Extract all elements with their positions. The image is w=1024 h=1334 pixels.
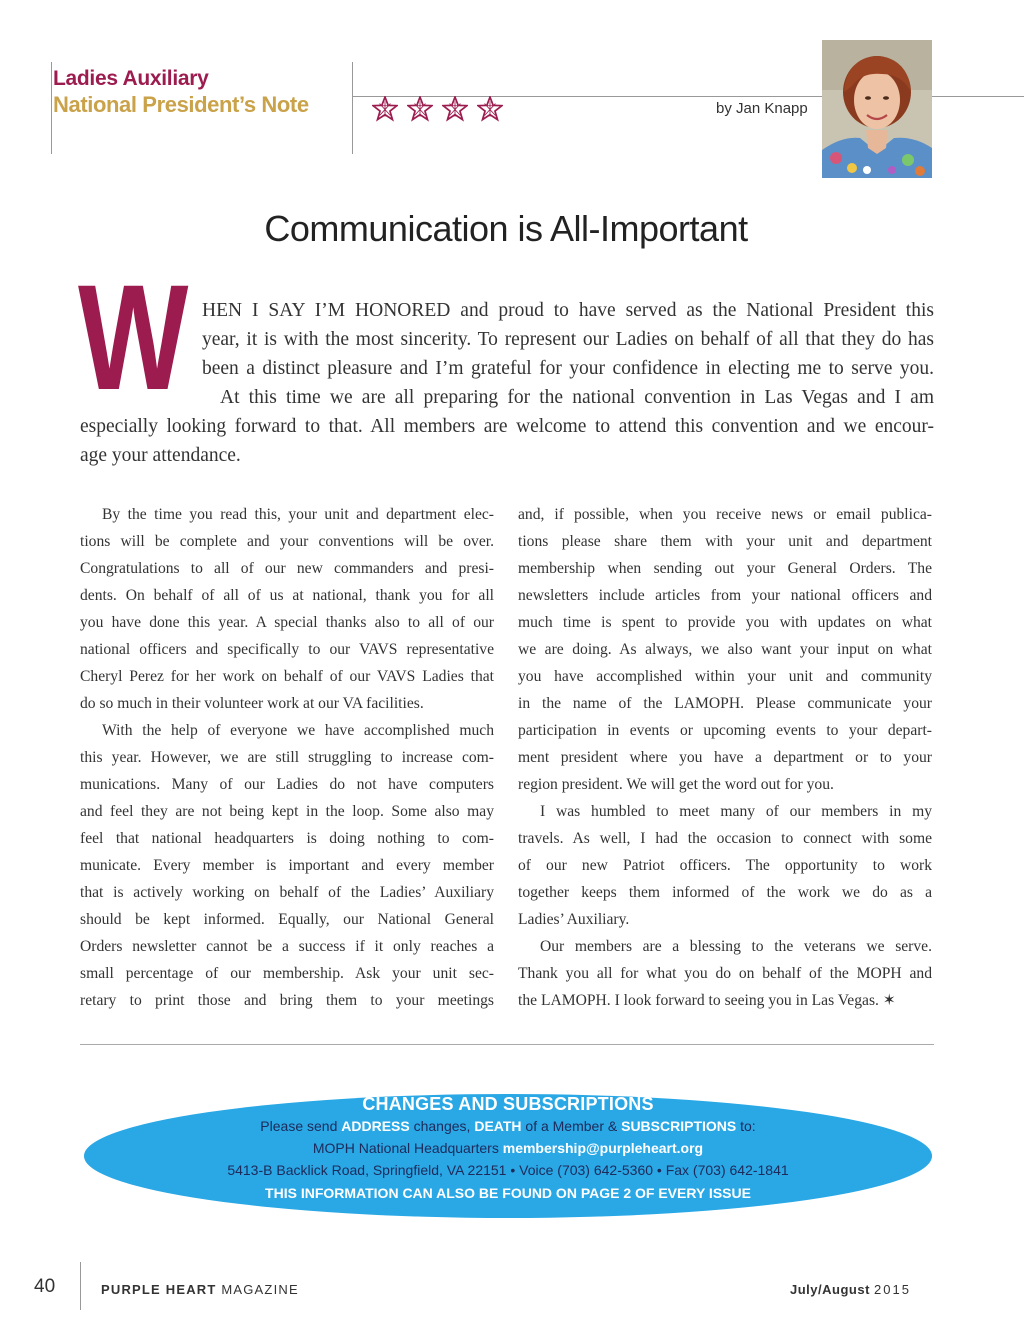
header-divider-left [51,62,52,154]
text-line: participation in events or upcoming events to your depart- [518,722,932,739]
lead-line: age your attendance. [80,445,241,466]
star-icon [407,96,433,122]
subscriptions-title: CHANGES AND SUBSCRIPTIONS [362,1094,654,1114]
death-keyword: DEATH [474,1118,522,1134]
lead-text: and proud to have served as the National President this [450,300,934,321]
text-line: do so much in their volunteer work at our VA facilities. [80,695,424,712]
lead-line: At this time we are all preparing for the national convention in Las Vegas and I am [220,387,934,408]
text-line: tions will be complete and your conventions will be over. [80,533,494,550]
text-line: membership when sending out your General Orders. The [518,560,932,577]
text-line: the LAMOPH. I look forward to seeing you in Las Vegas. ✶ [518,992,896,1009]
text-line: retary to print those and bring them to your meetings [80,992,494,1009]
lead-line: been a distinct pleasure and I’m grateful for your confidence in electing me to serve you. [202,358,934,379]
text-line: Thank you all for what you do on behalf of the MOPH and [518,965,932,982]
lead-paragraph [80,296,934,470]
text-line: and feel they are not being kept in the loop. Some also may [80,803,494,820]
subscriptions-keyword: SUBSCRIPTIONS [621,1118,737,1134]
text-line: munications. Many of our Ladies do not have computers [80,776,494,793]
membership-email-link[interactable]: membership@purpleheart.org [502,1140,704,1156]
text-line: region president. We will get the word out for you. [518,776,834,793]
issue-date [790,1282,911,1297]
text-line: much time is spent to provide you with updates on what [518,614,932,631]
text-line: feel that national headquarters is doing nothing to com- [80,830,494,847]
text-line: travels. As well, I had the occasion to connect with some [518,830,932,847]
body-column-right [518,501,932,1014]
text-line: municate. Every member is important and every member [80,857,494,874]
section-rule [80,1044,934,1045]
text-line: together keeps them informed of the work we do as a [518,884,932,901]
subscriptions-note: THIS INFORMATION CAN ALSO BE FOUND ON PAGE 2 OF EVERY ISSUE [265,1185,751,1201]
star-icon [442,96,468,122]
article-title: Communication is All-Important [264,208,748,249]
subscriptions-text: to: [736,1118,756,1134]
text-line: I was humbled to meet many of our members in my [540,803,932,820]
text-line: you have done this year. A special thanks also to all of our [80,614,494,631]
page-number: 40 [34,1276,56,1297]
text-line: should be kept informed. Equally, our National General [80,911,494,928]
text-line: dents. On behalf of all of us at national, thank you for all [80,587,494,604]
byline: by Jan Knapp [716,100,808,117]
issue-months: July/August [790,1282,870,1297]
address-line: 5413-B Backlick Road, Springfield, VA 22151 • Voice (703) 642-5360 • Fax (703) 642-1841 [227,1162,789,1178]
star-icon [477,96,503,122]
drop-cap: W [78,253,189,421]
subscriptions-text: of a Member & [521,1118,622,1134]
subscriptions-box [82,1092,934,1205]
subscriptions-text: changes, [409,1118,475,1134]
magazine-name [101,1282,299,1297]
text-line: and, if possible, when you receive news or email publica- [518,506,932,523]
text-line: that is actively working on behalf of the Ladies’ Auxiliary [80,884,494,901]
star-icon [372,96,398,122]
magazine-name-rest: MAGAZINE [216,1282,299,1297]
section-title: National President’s Note [53,92,309,117]
text-line: in the name of the LAMOPH. Please communicate your [518,695,932,712]
lead-line: especially looking forward to that. All members are welcome to attend this convention and we encour- [80,416,934,437]
text-line: Our members are a blessing to the veterans we serve. [540,938,932,955]
text-line: By the time you read this, your unit and department elec- [102,506,494,523]
text-line: we are doing. As always, we also want your input on what [518,641,932,658]
magazine-name-bold: PURPLE HEART [101,1282,217,1297]
lead-smallcaps: HEN I SAY I’M HONORED [202,300,451,321]
subscriptions-text: MOPH National Headquarters [312,1140,503,1156]
text-line: Orders newsletter cannot be a success if it only reaches a [80,938,494,955]
body-column-left [80,501,494,1014]
text-line: of our new Patriot officers. The opportunity to work [518,857,932,874]
star-rating-decoration [372,96,503,122]
issue-year: 2015 [874,1282,911,1297]
address-keyword: ADDRESS [341,1118,410,1134]
text-line: you have accomplished within your unit and community [518,668,932,685]
section-label: Ladies Auxiliary [53,67,209,90]
subscriptions-line [82,1137,934,1159]
text-line: Ladies’ Auxiliary. [518,911,630,928]
text-line: small percentage of our membership. Ask your unit sec- [80,965,494,982]
text-line: Cheryl Perez for her work on behalf of our VAVS Ladies that [80,668,494,685]
author-photo [822,40,932,178]
footer-divider [80,1262,81,1310]
text-line: this year. However, we are still struggling to increase com- [80,749,494,766]
subscriptions-line [82,1115,934,1137]
text-line: national officers and specifically to our VAVS representative [80,641,494,658]
text-line: newsletters include articles from your national officers and [518,587,932,604]
header-divider-right [352,62,353,154]
lead-line: year, it is with the most sincerity. To represent our Ladies on behalf of all that they do has [202,329,934,350]
text-line: Congratulations to all of our new commanders and presi- [80,560,494,577]
text-line: With the help of everyone we have accomplished much [102,722,494,739]
text-line: tions please share them with your unit and department [518,533,932,550]
text-line: ment president where you have a department or to your [518,749,932,766]
subscriptions-text: Please send [260,1118,342,1134]
lead-line [80,296,934,325]
